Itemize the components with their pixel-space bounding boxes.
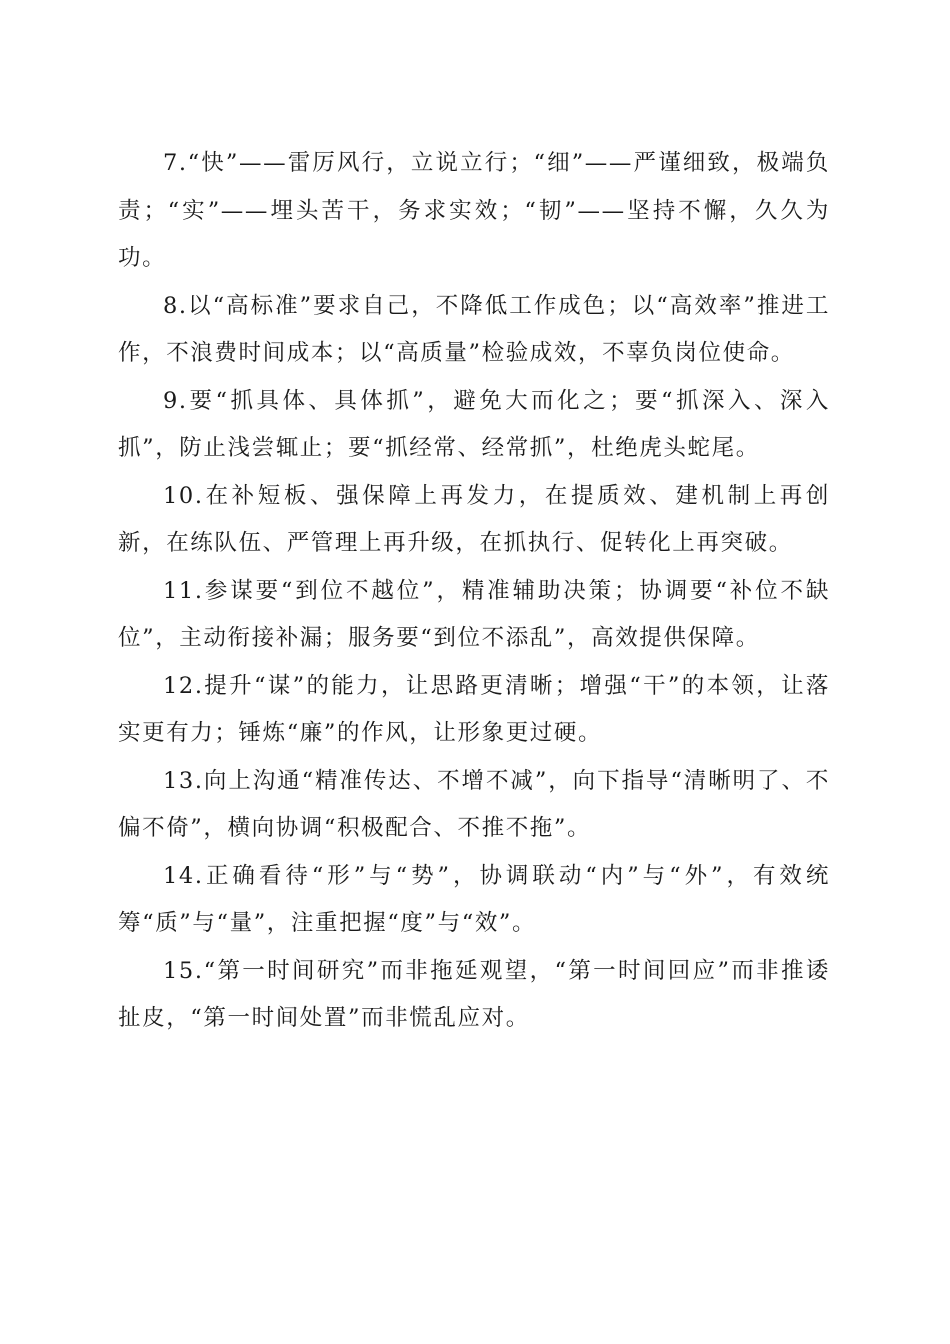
paragraph-12: 12.提升“谋”的能力，让思路更清晰；增强“干”的本领，让落实更有力；锤炼“廉”的作风，让形象更过硬。	[118, 672, 830, 746]
document-body	[118, 140, 830, 1043]
paragraph-13: 13.向上沟通“精准传达、不增不减”，向下指导“清晰明了、不偏不倚”，横向协调“积极配合、不推不拖”。	[118, 767, 830, 841]
paragraph-7: 7.“快”——雷厉风行，立说立行；“细”——严谨细致，极端负责；“实”——埋头苦干，务求实效；“韧”——坚持不懈，久久为功。	[118, 150, 830, 271]
paragraph-9: 9.要“抓具体、具体抓”，避免大而化之；要“抓深入、深入抓”，防止浅尝辄止；要“抓经常、经常抓”，杜绝虎头蛇尾。	[118, 387, 830, 461]
paragraph-10: 10.在补短板、强保障上再发力，在提质效、建机制上再创新，在练队伍、严管理上再升级，在抓执行、促转化上再突破。	[118, 482, 830, 556]
paragraph-14: 14.正确看待“形”与“势”，协调联动“内”与“外”，有效统筹“质”与“量”，注重把握“度”与“效”。	[118, 862, 830, 936]
paragraph-11: 11.参谋要“到位不越位”，精准辅助决策；协调要“补位不缺位”，主动衔接补漏；服务要“到位不添乱”，高效提供保障。	[118, 577, 830, 651]
paragraph-8: 8.以“高标准”要求自己，不降低工作成色；以“高效率”推进工作，不浪费时间成本；以“高质量”检验成效，不辜负岗位使命。	[118, 292, 830, 366]
paragraph-15: 15.“第一时间研究”而非拖延观望，“第一时间回应”而非推诿扯皮，“第一时间处置”而非慌乱应对。	[118, 957, 830, 1031]
